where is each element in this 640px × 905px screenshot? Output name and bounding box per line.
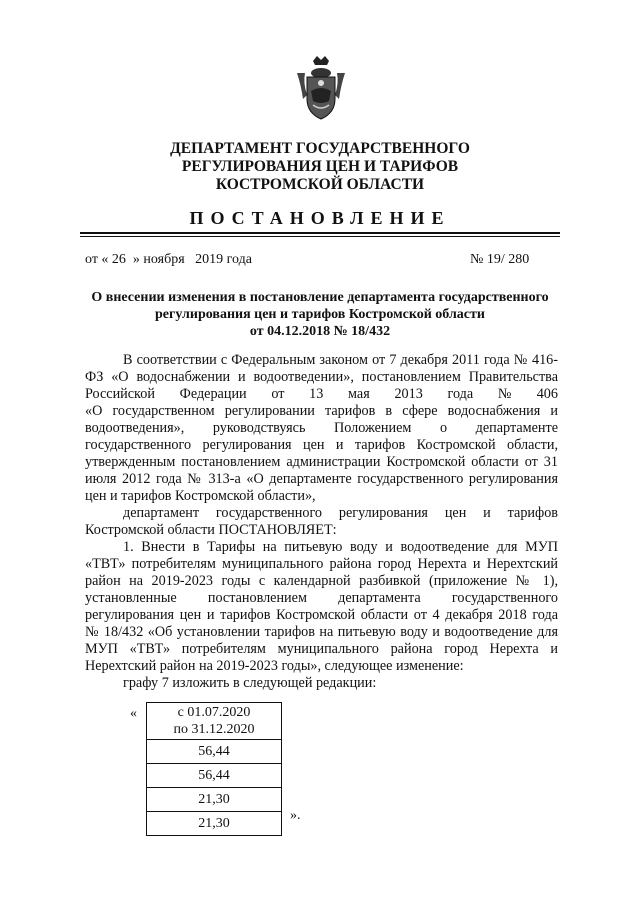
table-header-cell: [147, 703, 282, 740]
table-row: [147, 764, 282, 788]
table-cell: 21,30: [147, 812, 282, 836]
body-line: Костромской области ПОСТАНОВЛЯЕТ:: [85, 522, 337, 538]
subject-line-3: от 04.12.2018 № 18/432: [249, 324, 391, 339]
body-line: МУП «ТВТ» потребителям муниципального района город Нерехта и: [85, 641, 558, 657]
coat-of-arms-icon: [293, 55, 349, 121]
table-row: [147, 788, 282, 812]
body-line: Российской Федерации от 13 мая 2013 года № 406: [85, 386, 558, 402]
table-open-quote: «: [130, 706, 137, 721]
document-number: № 19/ 280: [470, 252, 530, 267]
body-line: «О государственном регулировании тарифов в сфере водоснабжения и: [85, 403, 558, 419]
subject-line-1: О внесении изменения в постановление департамента государственного: [91, 290, 549, 305]
table-header-row: [147, 703, 282, 740]
body-line: 1. Внести в Тарифы на питьевую воду и водоотведение для МУП: [123, 539, 558, 555]
body-line: ФЗ «О водоснабжении и водоотведении», постановлением Правительства: [85, 369, 558, 385]
table-cell: 56,44: [147, 764, 282, 788]
body-line: В соответствии с Федеральным законом от 7 декабря 2011 года № 416-: [123, 352, 558, 368]
body-line: Нерехтский район на 2019-2023 годы», следующее изменение:: [85, 658, 464, 674]
table-close-quote: ».: [290, 808, 301, 823]
header-date-from: с 01.07.2020: [177, 705, 251, 720]
department-name-line-2: РЕГУЛИРОВАНИЯ ЦЕН И ТАРИФОВ: [181, 158, 459, 175]
body-line: водоотведения», руководствуясь Положением о департаменте: [85, 420, 558, 436]
body-line: июля 2012 года № 313-а «О департаменте государственного регулирования: [85, 471, 558, 487]
table-cell: 21,30: [147, 788, 282, 812]
body-line: графу 7 изложить в следующей редакции:: [123, 675, 377, 691]
body-line: цен и тарифов Костромской области»,: [85, 488, 316, 504]
body-line: утвержденным постановлением администрации Костромской области от 31: [85, 454, 558, 470]
document-type-title: ПОСТАНОВЛЕНИЕ: [189, 208, 451, 228]
department-name-line-3: КОСТРОМСКОЙ ОБЛАСТИ: [215, 176, 425, 193]
header-rule-thick: [80, 232, 560, 234]
tariff-column-7-table: [146, 702, 282, 836]
table-row: [147, 740, 282, 764]
body-line: государственного регулирования цен и тарифов Костромской области,: [85, 437, 558, 453]
header-date-to: по 31.12.2020: [173, 722, 255, 737]
document-date: от « 26 » ноября 2019 года: [85, 252, 252, 267]
body-line: установленные постановлением департамента государственного: [85, 590, 558, 606]
table-cell: 56,44: [147, 740, 282, 764]
body-line: район на 2019-2023 годы с календарной разбивкой (приложение № 1),: [85, 573, 558, 589]
body-line: «ТВТ» потребителям муниципального района город Нерехта и Нерехтский: [85, 556, 558, 572]
body-line: департамент государственного регулирования цен и тарифов: [123, 505, 558, 521]
body-line: № 18/432 «Об установлении тарифов на питьевую воду и водоотведение для: [85, 624, 558, 640]
table-row: [147, 812, 282, 836]
subject-line-2: регулирования цен и тарифов Костромской области: [155, 307, 485, 322]
header-rule-thin: [80, 236, 560, 237]
body-line: регулирования цен и тарифов Костромской области от 4 декабря 2018 года: [85, 607, 558, 623]
department-name-line-1: ДЕПАРТАМЕНТ ГОСУДАРСТВЕННОГО: [170, 140, 470, 157]
